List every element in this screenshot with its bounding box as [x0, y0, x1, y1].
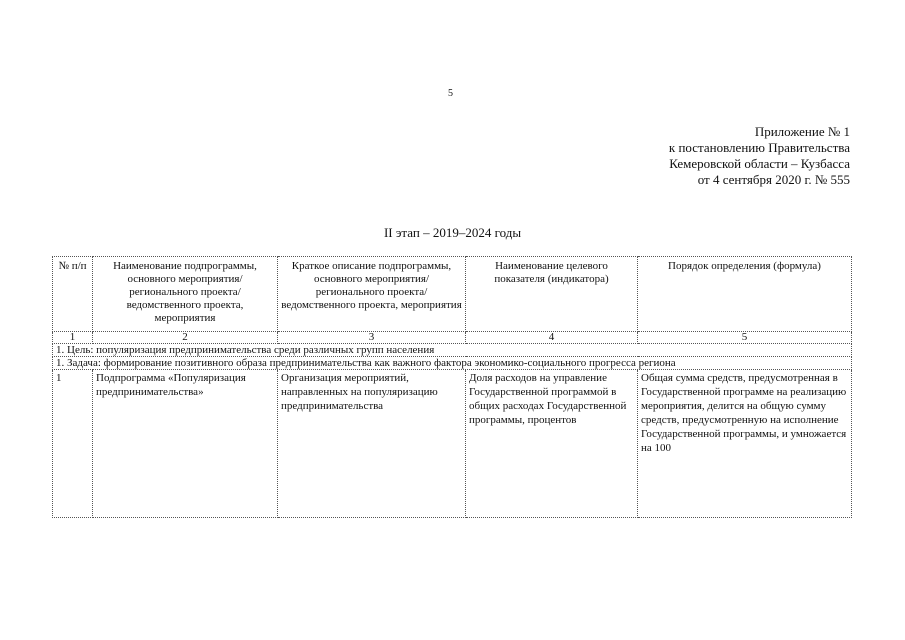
header-cell-name: Наименование подпрограммы, основного мероприятия/регионального проекта/ ведомственного проекта, мероприятия: [93, 257, 278, 332]
column-number-row: [53, 332, 852, 344]
goal-row: [53, 344, 852, 357]
row-number: 1: [53, 370, 93, 518]
appendix-line-1: Приложение № 1: [754, 124, 850, 139]
appendix-line-4: от 4 сентября 2020 г. № 555: [697, 172, 850, 187]
task-row: [53, 357, 852, 370]
goal-text: 1. Цель: популяризация предпринимательства среди различных групп населения: [53, 344, 852, 357]
table-header-row: [53, 257, 852, 332]
header-cell-formula: Порядок определения (формула): [638, 257, 852, 332]
task-text: 1. Задача: формирование позитивного образа предпринимательства как важного фактора экономико-социального прогресса региона: [53, 357, 852, 370]
column-number: 4: [466, 332, 638, 344]
column-number: 3: [278, 332, 466, 344]
indicators-table: [52, 256, 852, 518]
header-cell-indicator: Наименование целевого показателя (индикатора): [466, 257, 638, 332]
appendix-header: [600, 124, 850, 188]
row-description: Организация мероприятий, направленных на популяризацию предпринимательства: [278, 370, 466, 518]
appendix-line-2: к постановлению Правительства: [668, 140, 850, 155]
row-formula: Общая сумма средств, предусмотренная в Государственной программе на реализацию мероприятия, делится на общую сумму средств, предусмотренную на исполнение Государственной программы, и умножается на 100: [638, 370, 852, 518]
column-number: 5: [638, 332, 852, 344]
appendix-line-3: Кемеровской области – Кузбасса: [669, 156, 850, 171]
row-indicator: Доля расходов на управление Государственной программой в общих расходах Государственной программы, процентов: [466, 370, 638, 518]
table-row: [53, 370, 852, 518]
row-name: Подпрограмма «Популяризация предпринимательства»: [93, 370, 278, 518]
header-cell-description: Краткое описание подпрограммы, основного мероприятия/регионального проекта/ ведомственного проекта, мероприятия: [278, 257, 466, 332]
page-number: 5: [448, 88, 453, 99]
stage-title: II этап – 2019–2024 годы: [383, 225, 522, 240]
column-number: 2: [93, 332, 278, 344]
column-number: 1: [53, 332, 93, 344]
header-cell-number: № п/п: [53, 257, 93, 332]
